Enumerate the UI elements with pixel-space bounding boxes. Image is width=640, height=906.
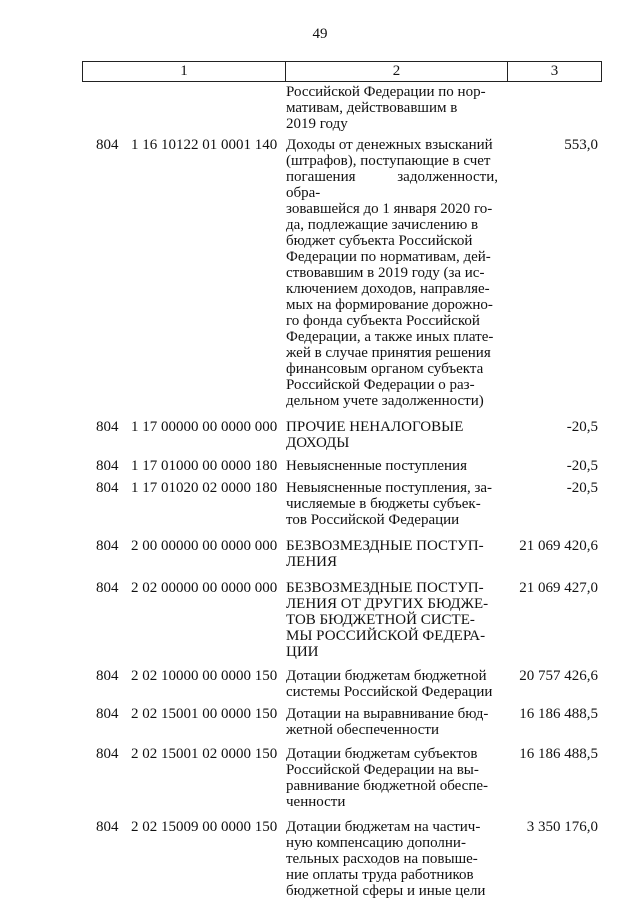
table-body: [0, 84, 640, 899]
description-line: ДОХОДЫ: [286, 435, 350, 451]
table-row: [0, 137, 640, 409]
description-line: Невыясненные поступления: [286, 458, 467, 474]
description-line: тельных расходов на повыше-: [286, 851, 478, 867]
admin-code: 804: [96, 668, 119, 684]
table-row: [0, 580, 640, 660]
description-line: да, подлежащие зачислению в: [286, 217, 479, 233]
description-line: зовавшейся до 1 января 2020 го-: [286, 201, 493, 217]
budget-classification-code: 2 02 15009 00 0000 150: [131, 819, 278, 835]
continuation-text: Российской Федерации по нор- мативам, действовавшим в 2019 году: [286, 84, 486, 132]
description-line: ченности: [286, 794, 346, 810]
description-line: ную компенсацию дополни-: [286, 835, 466, 851]
income-description: [286, 419, 498, 451]
description-line: ние оплаты труда работников: [286, 867, 474, 883]
income-description: [286, 458, 498, 474]
rows-container: [0, 137, 640, 899]
table-header: [82, 61, 602, 82]
description-line: го фонда субъекта Российской: [286, 313, 480, 329]
table-row: [0, 819, 640, 899]
description-line: БЕЗВОЗМЕЗДНЫЕ ПОСТУП-: [286, 580, 484, 596]
income-description: [286, 746, 498, 810]
description-line: мых на формирование дорожно-: [286, 297, 493, 313]
admin-code: 804: [96, 480, 119, 496]
table-row: [0, 668, 640, 700]
description-line: ЦИИ: [286, 644, 319, 660]
table-row: [0, 419, 640, 451]
description-line: (штрафов), поступающие в счет: [286, 153, 491, 169]
description-line: равнивание бюджетной обеспе-: [286, 778, 488, 794]
income-description: [286, 668, 498, 700]
income-description: [286, 819, 498, 899]
income-description: [286, 706, 498, 738]
amount: 3 350 176,0: [526, 819, 598, 835]
description-line: ЛЕНИЯ: [286, 554, 338, 570]
amount: -20,5: [566, 480, 598, 496]
header-col-3: 3: [550, 63, 559, 79]
admin-code: 804: [96, 458, 119, 474]
amount: -20,5: [566, 419, 598, 435]
budget-classification-code: 2 02 15001 02 0000 150: [131, 746, 278, 762]
description-line: дельном учете задолженности): [286, 393, 484, 409]
budget-classification-code: 2 00 00000 00 0000 000: [131, 538, 278, 554]
budget-classification-code: 2 02 00000 00 0000 000: [131, 580, 278, 596]
description-line: ТОВ БЮДЖЕТНОЙ СИСТЕ-: [286, 612, 475, 628]
table-row: [0, 538, 640, 570]
amount: 16 186 488,5: [519, 746, 598, 762]
budget-classification-code: 1 17 00000 00 0000 000: [131, 419, 278, 435]
description-line: Федерации, а также иных плате-: [286, 329, 494, 345]
table-row: [0, 706, 640, 738]
description-line: Российской Федерации о раз-: [286, 377, 475, 393]
budget-classification-code: 1 17 01020 02 0000 180: [131, 480, 278, 496]
admin-code: 804: [96, 819, 119, 835]
amount: 21 069 420,6: [519, 538, 598, 554]
description-line: Дотации бюджетам субъектов: [286, 746, 478, 762]
description-line: Российской Федерации на вы-: [286, 762, 479, 778]
description-line: Федерации по нормативам, дей-: [286, 249, 491, 265]
income-description: [286, 538, 498, 570]
description-line: Дотации бюджетам на частич-: [286, 819, 481, 835]
description-line: тов Российской Федерации: [286, 512, 460, 528]
description-line: бюджетной сферы и иные цели: [286, 883, 486, 899]
amount: 16 186 488,5: [519, 706, 598, 722]
description-line: бюджет субъекта Российской: [286, 233, 473, 249]
admin-code: 804: [96, 706, 119, 722]
description-line: Дотации бюджетам бюджетной: [286, 668, 487, 684]
description-line: ключением доходов, направляе-: [286, 281, 490, 297]
description-line: системы Российской Федерации: [286, 684, 493, 700]
description-line: МЫ РОССИЙСКОЙ ФЕДЕРА-: [286, 628, 486, 644]
description-line: жетной обеспеченности: [286, 722, 439, 738]
header-col-2: 2: [286, 62, 508, 81]
budget-classification-code: 1 16 10122 01 0001 140: [131, 137, 278, 153]
description-line: Доходы от денежных взысканий: [286, 137, 493, 153]
description-line: числяемые в бюджеты субъек-: [286, 496, 481, 512]
admin-code: 804: [96, 746, 119, 762]
description-line: ПРОЧИЕ НЕНАЛОГОВЫЕ: [286, 419, 464, 435]
table-row: [0, 746, 640, 810]
income-description: [286, 480, 498, 528]
admin-code: 804: [96, 419, 119, 435]
income-description: [286, 580, 498, 660]
description-line: Дотации на выравнивание бюд-: [286, 706, 489, 722]
description-line: погашения задолженности, обра-: [286, 169, 498, 201]
description-line: Невыясненные поступления, за-: [286, 480, 493, 496]
amount: 20 757 426,6: [519, 668, 598, 684]
description-line: финансовым органом субъекта: [286, 361, 484, 377]
admin-code: 804: [96, 538, 119, 554]
description-line: БЕЗВОЗМЕЗДНЫЕ ПОСТУП-: [286, 538, 484, 554]
amount: 21 069 427,0: [519, 580, 598, 596]
budget-classification-code: 1 17 01000 00 0000 180: [131, 458, 278, 474]
page-number: 49: [312, 26, 328, 42]
budget-classification-code: 2 02 10000 00 0000 150: [131, 668, 278, 684]
header-col-1: 1: [83, 62, 286, 81]
income-description: [286, 137, 498, 409]
table-row: [0, 458, 640, 474]
description-line: ствовавшим в 2019 году (за ис-: [286, 265, 485, 281]
amount: 553,0: [564, 137, 598, 153]
admin-code: 804: [96, 580, 119, 596]
description-line: ЛЕНИЯ ОТ ДРУГИХ БЮДЖЕ-: [286, 596, 489, 612]
amount: -20,5: [566, 458, 598, 474]
table-row: [0, 480, 640, 528]
continuation-row: [0, 84, 640, 132]
budget-classification-code: 2 02 15001 00 0000 150: [131, 706, 278, 722]
description-line: жей в случае принятия решения: [286, 345, 491, 361]
admin-code: 804: [96, 137, 119, 153]
